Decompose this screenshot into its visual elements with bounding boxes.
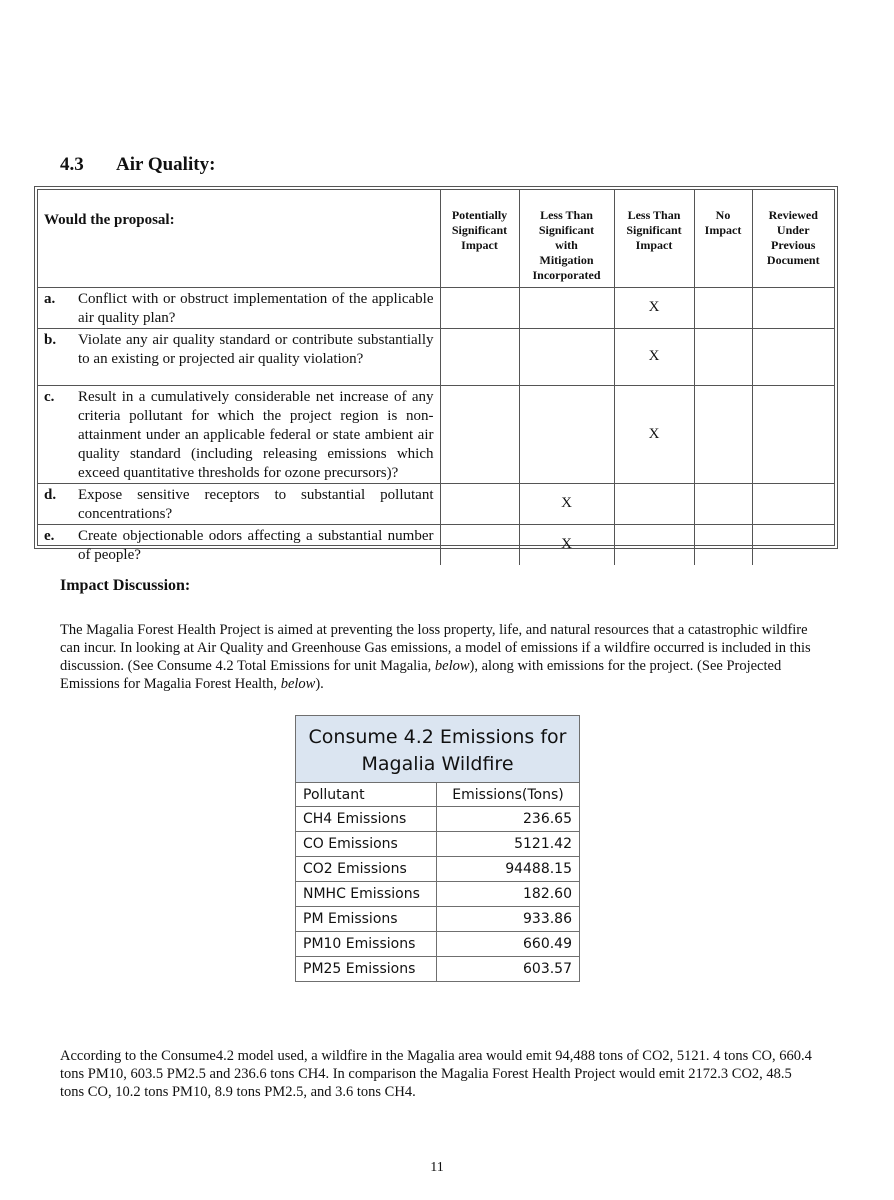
- impact-mark-cell: [694, 483, 752, 524]
- emissions-value: 933.86: [437, 907, 580, 932]
- air-quality-table: [38, 190, 834, 565]
- emissions-row: [296, 907, 580, 932]
- column-header-line: Potentially: [451, 208, 508, 222]
- emissions-table: [295, 715, 580, 982]
- emissions-row: [296, 832, 580, 857]
- column-header-line: Less Than: [627, 208, 681, 222]
- column-header-line: Reviewed: [768, 208, 818, 222]
- question-cell: [38, 385, 440, 483]
- question-letter: c.: [44, 388, 55, 405]
- impact-mark-cell: [752, 385, 834, 483]
- emissions-header: Emissions(Tons): [437, 783, 580, 807]
- column-header-line: Impact: [635, 238, 673, 252]
- column-header: [694, 190, 752, 287]
- pollutant-header: Pollutant: [296, 783, 437, 807]
- impact-mark-cell: [614, 483, 694, 524]
- column-header: [519, 190, 614, 287]
- column-header-line: Significant: [451, 223, 508, 237]
- emissions-value: 5121.42: [437, 832, 580, 857]
- section-heading: [60, 154, 215, 176]
- pollutant-name: PM Emissions: [296, 907, 437, 932]
- table-row: [38, 524, 834, 565]
- column-header: [614, 190, 694, 287]
- column-header-line: Impact: [461, 238, 498, 252]
- section-title: Air Quality:: [116, 154, 216, 175]
- impact-mark-cell: [752, 524, 834, 565]
- emissions-row: [296, 807, 580, 832]
- question-cell: [38, 328, 440, 385]
- impact-mark-cell: [440, 524, 519, 565]
- question-header: Would the proposal:: [38, 190, 440, 287]
- column-header-line: Document: [766, 253, 820, 267]
- emissions-table-wrap: [295, 715, 580, 982]
- question-cell: [38, 287, 440, 328]
- impact-mark-cell: [440, 287, 519, 328]
- pollutant-name: NMHC Emissions: [296, 882, 437, 907]
- model-comparison-paragraph: According to the Consume4.2 model used, a wildfire in the Magalia area would emit 94,488 tons of CO2, 5121. 4 tons CO, 660.4 tons PM10, 603.5 PM2.5 and 236.6 tons CH4. In comparison the Magalia Forest Health Project would emit 2172.3 CO2, 48.5 tons CO, 10.2 tons PM10, 8.9 tons PM2.5, and 3.6 tons CH4.: [60, 1048, 812, 1100]
- column-header-line: Significant: [538, 223, 595, 237]
- impact-mark-cell: X: [614, 287, 694, 328]
- question-cell: [38, 483, 440, 524]
- impact-mark-cell: [694, 524, 752, 565]
- impact-mark-cell: [440, 483, 519, 524]
- column-header-line: Significant: [626, 223, 682, 237]
- impact-discussion-heading: Impact Discussion:: [60, 577, 191, 594]
- question-text: Conflict with or obstruct implementation of the applicable air quality plan?: [78, 290, 434, 326]
- paragraph-italic: below: [434, 658, 470, 674]
- column-header-line: with: [555, 238, 578, 252]
- table-row: [38, 328, 834, 385]
- air-quality-checklist: [34, 186, 838, 563]
- impact-mark-cell: X: [614, 328, 694, 385]
- impact-mark-cell: [752, 287, 834, 328]
- column-header-line: Under: [776, 223, 810, 237]
- impact-mark-cell: [694, 385, 752, 483]
- section-number: 4.3: [60, 154, 84, 175]
- paragraph-italic: below: [280, 676, 316, 692]
- impact-mark-cell: X: [519, 483, 614, 524]
- column-header-line: No: [715, 208, 731, 222]
- paragraph-text: ), along with emissions for the project. (See Projected Emissions for Magalia Forest Health,: [60, 658, 782, 692]
- impact-mark-cell: [614, 524, 694, 565]
- column-header-line: Mitigation: [539, 253, 594, 267]
- column-header-line: Less Than: [540, 208, 593, 222]
- pollutant-name: CO2 Emissions: [296, 857, 437, 882]
- table-row: [38, 483, 834, 524]
- page-number: 11: [430, 1160, 444, 1175]
- pollutant-name: CO Emissions: [296, 832, 437, 857]
- impact-mark-cell: [694, 287, 752, 328]
- impact-discussion-paragraph: [60, 621, 812, 693]
- emissions-value: 603.57: [437, 957, 580, 982]
- column-header: [752, 190, 834, 287]
- impact-mark-cell: X: [614, 385, 694, 483]
- impact-mark-cell: [752, 483, 834, 524]
- question-letter: d.: [44, 486, 57, 503]
- emissions-row: [296, 957, 580, 982]
- emissions-value: 660.49: [437, 932, 580, 957]
- impact-mark-cell: [519, 328, 614, 385]
- question-cell: [38, 524, 440, 565]
- table-header-row: [38, 190, 834, 287]
- question-text: Violate any air quality standard or contribute substantially to an existing or projected air quality violation?: [78, 331, 434, 367]
- question-letter: e.: [44, 527, 55, 544]
- pollutant-name: PM10 Emissions: [296, 932, 437, 957]
- column-header-line: Incorporated: [532, 268, 601, 282]
- emissions-row: [296, 882, 580, 907]
- emissions-row: [296, 932, 580, 957]
- title-line: Magalia Wildfire: [361, 753, 514, 775]
- emissions-value: 94488.15: [437, 857, 580, 882]
- emissions-row: [296, 857, 580, 882]
- emissions-header-row: [296, 783, 580, 807]
- impact-mark-cell: X: [519, 524, 614, 565]
- question-letter: b.: [44, 331, 57, 348]
- impact-mark-cell: [440, 385, 519, 483]
- pollutant-name: PM25 Emissions: [296, 957, 437, 982]
- question-letter: a.: [44, 290, 56, 307]
- emissions-value: 182.60: [437, 882, 580, 907]
- impact-mark-cell: [440, 328, 519, 385]
- column-header-line: Previous: [771, 238, 816, 252]
- table-row: [38, 287, 834, 328]
- paragraph-text: ).: [315, 676, 324, 692]
- impact-mark-cell: [694, 328, 752, 385]
- question-text: Expose sensitive receptors to substantial pollutant concentrations?: [78, 486, 434, 522]
- column-header: [440, 190, 519, 287]
- title-line: Consume 4.2 Emissions for: [308, 726, 567, 748]
- impact-mark-cell: [519, 385, 614, 483]
- impact-mark-cell: [519, 287, 614, 328]
- question-text: Create objectionable odors affecting a substantial number of people?: [78, 527, 434, 563]
- impact-mark-cell: [752, 328, 834, 385]
- question-text: Result in a cumulatively considerable net increase of any criteria pollutant for which the project region is non-attainment under an applicable federal or state ambient air quality standard (including releasing emissions which exceed quantitative thresholds for ozone precursors)?: [78, 388, 434, 481]
- emissions-table-title: [296, 716, 580, 783]
- column-header-line: Impact: [704, 223, 742, 237]
- emissions-value: 236.65: [437, 807, 580, 832]
- pollutant-name: CH4 Emissions: [296, 807, 437, 832]
- table-row: [38, 385, 834, 483]
- paragraph-text: The Magalia Forest Health Project is aimed at preventing the loss property, life, and natural resources that a catastrophic wildfire can incur. In looking at Air Quality and Greenhouse Gas emissions, a model of emissions if a wildfire occurred is included in this discussion. (See Consume 4.2 Total Emissions for unit Magalia,: [60, 622, 811, 674]
